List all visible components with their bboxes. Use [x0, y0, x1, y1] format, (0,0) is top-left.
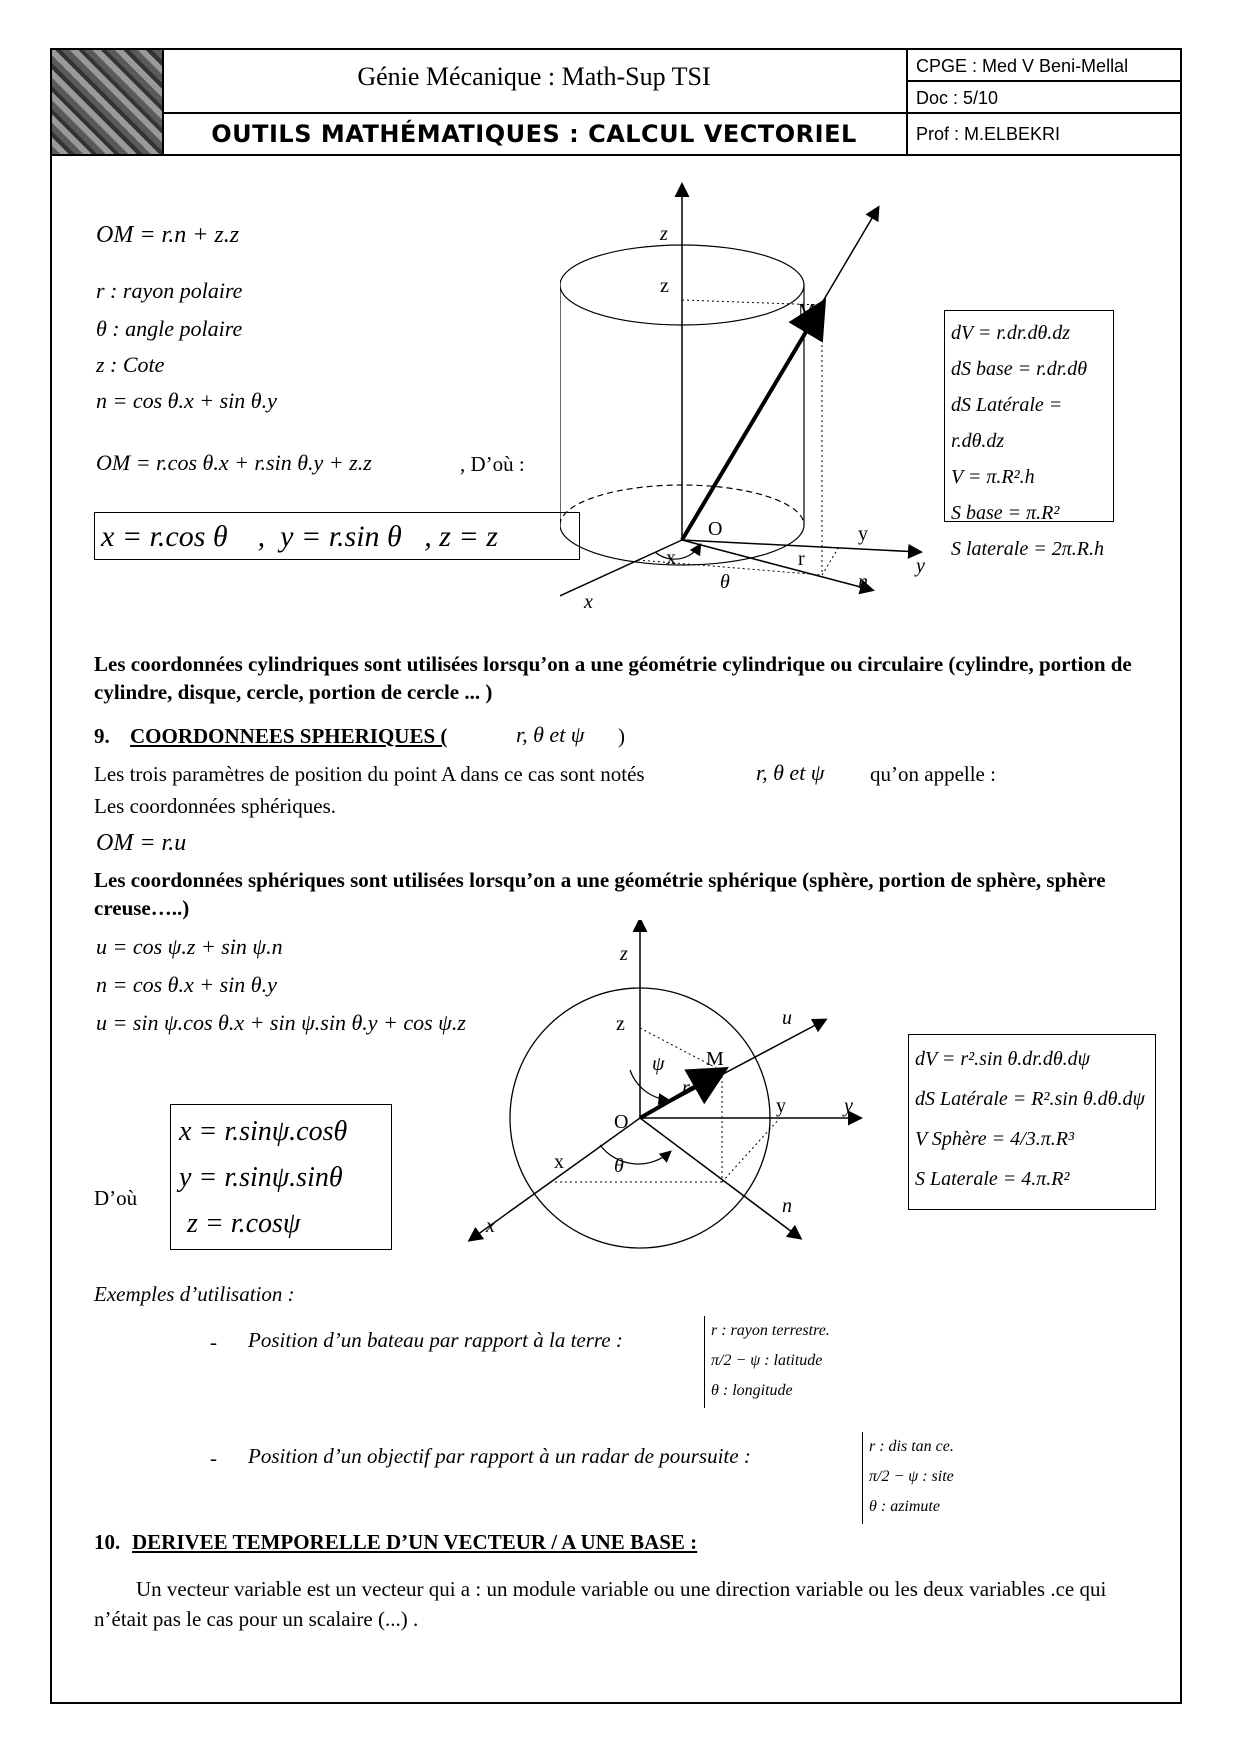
formula-line: dS Latérale = R².sin θ.dθ.dψ	[915, 1088, 1145, 1110]
m-point-label: M	[798, 300, 816, 322]
example2-item: θ : azimute	[869, 1498, 940, 1515]
z-axis-label: z	[660, 223, 668, 245]
examples-title: Exemples d’utilisation :	[94, 1282, 295, 1306]
r-def: r : rayon polaire	[96, 278, 243, 303]
r-label: r	[798, 548, 805, 570]
section10-paragraph: Un vecteur variable est un vecteur qui a : un module variable ou une direction variable ou les deux variables .ce qui n’était pas le cas pour un scalaire (...) .	[94, 1577, 1107, 1631]
dou-sph-label: D’où	[94, 1186, 138, 1210]
section9-params: r, θ et ψ	[516, 722, 585, 747]
z-mark-label: z	[616, 1013, 625, 1035]
example2-brace	[862, 1432, 954, 1524]
dash: -	[210, 1446, 217, 1470]
example1-brace	[704, 1316, 830, 1408]
section9-p2: Les coordonnées sphériques.	[94, 794, 337, 818]
om-vector	[682, 305, 822, 540]
om-sph-def: OM = r.u	[96, 830, 187, 856]
formula-line: V Sphère = 4/3.π.R³	[915, 1128, 1074, 1150]
example2-item: π/2 − ψ : site	[869, 1468, 954, 1485]
header-divider	[906, 80, 1180, 82]
x-axis	[470, 1118, 640, 1240]
m-point-label: M	[706, 1048, 724, 1070]
section10-heading: DERIVEE TEMPORELLE D’UN VECTEUR / A UNE BASE :	[132, 1530, 698, 1554]
z-mark-label: z	[660, 275, 669, 297]
theta-arc	[655, 545, 700, 559]
cyl-result-box: x = r.cos θ , y = r.sin θ , z = z	[94, 512, 580, 560]
u-full: u = sin ψ.cos θ.x + sin ψ.sin θ.y + cos ψ.z	[96, 1010, 466, 1035]
n-def: n = cos θ.x + sin θ.y	[96, 388, 277, 413]
y-mark-label: y	[776, 1095, 786, 1117]
om-cyl-def: OM = r.n + z.z	[96, 222, 240, 248]
formula-line: dS base = r.dr.dθ	[951, 358, 1088, 380]
formula-line: dV = r².sin θ.dr.dθ.dψ	[915, 1048, 1091, 1070]
header-divider	[162, 112, 906, 114]
x-axis-label: x	[584, 591, 593, 613]
sphere-figure	[460, 920, 880, 1260]
om-vector	[640, 1071, 722, 1118]
x-mark-label: x	[666, 547, 676, 569]
u-def: u = cos ψ.z + sin ψ.n	[96, 934, 283, 959]
x-axis	[560, 540, 682, 605]
sph-formula-box	[908, 1034, 1156, 1210]
section9-p1a: Les trois paramètres de position du point A dans ce cas sont notés	[94, 762, 645, 786]
dash: -	[210, 1330, 217, 1354]
o-origin-label: O	[614, 1111, 629, 1133]
y-axis-label: y	[916, 555, 925, 577]
y-axis-label: y	[844, 1095, 853, 1117]
header-divider	[52, 154, 1180, 156]
course-title: Génie Mécanique : Math-Sup TSI	[357, 62, 711, 91]
x-mark-label: x	[554, 1151, 564, 1173]
example2-text: Position d’un objectif par rapport à un radar de poursuite :	[248, 1444, 751, 1468]
example1-item: π/2 − ψ : latitude	[711, 1352, 823, 1369]
projection-line	[822, 545, 840, 575]
n-axis-label: n	[858, 571, 868, 593]
section9-heading: COORDONNEES SPHERIQUES (	[130, 724, 448, 748]
dou-label: , D’où :	[460, 452, 525, 476]
formula-line: dV = r.dr.dθ.dz	[951, 322, 1071, 344]
header-divider	[906, 112, 1180, 114]
doc-number: Doc : 5/10	[916, 88, 999, 108]
z-axis-label: z	[620, 943, 628, 965]
sph-result-line: z = r.cosψ	[187, 1208, 301, 1239]
formula-line: S laterale = 2π.R.h	[951, 538, 1104, 560]
sph-result-line: y = r.sinψ.sinθ	[179, 1162, 343, 1193]
n-axis-label: n	[782, 1195, 792, 1217]
header-divider	[906, 50, 908, 154]
cyl-formula-box	[944, 310, 1114, 560]
cyl-usage-text: Les coordonnées cylindriques sont utilisées lorsqu’on a une géométrie cylindrique ou circulaire (cylindre, portion de cylindre, disque, cercle, portion de cercle ... )	[94, 652, 1132, 704]
section10-number: 10.	[94, 1530, 121, 1554]
formula-line: S Laterale = 4.π.R²	[915, 1168, 1070, 1190]
sph-result-line: x = r.sinψ.cosθ	[179, 1116, 348, 1147]
section9-p1-params: r, θ et ψ	[756, 760, 825, 785]
theta-def: θ : angle polaire	[96, 316, 243, 341]
formula-line: S base = π.R²	[951, 502, 1060, 524]
psi-label: ψ	[652, 1053, 665, 1075]
gear-logo-image	[52, 50, 162, 154]
projection-line	[722, 1118, 780, 1182]
theta-label: θ	[614, 1155, 624, 1177]
z-def: z : Cote	[96, 352, 165, 377]
sph-usage-text: Les coordonnées sphériques sont utilisées lorsqu’on a une géométrie sphérique (sphère, portion de sphère, sphère creuse…..)	[94, 868, 1106, 920]
section9-p1b: qu’on appelle :	[870, 762, 996, 786]
section9-close: )	[618, 724, 625, 748]
prof-label: Prof : M.ELBEKRI	[916, 124, 1061, 144]
x-axis-label: x	[486, 1215, 495, 1237]
doc-title: OUTILS MATHÉMATIQUES : CALCUL VECTORIEL	[211, 120, 857, 148]
n-sph-def: n = cos θ.x + sin θ.y	[96, 972, 277, 997]
section9-number: 9.	[94, 724, 110, 748]
example2-item: r : dis tan ce.	[869, 1438, 954, 1455]
theta-arc	[600, 1145, 670, 1164]
example1-text: Position d’un bateau par rapport à la terre :	[248, 1328, 623, 1352]
sph-result-box	[170, 1104, 392, 1250]
u-axis-label: u	[782, 1007, 792, 1029]
om-cyl-full: OM = r.cos θ.x + r.sin θ.y + z.z	[96, 450, 372, 475]
formula-line: dS Latérale = r.dθ.dz	[951, 394, 1063, 452]
example1-item: θ : longitude	[711, 1382, 793, 1399]
theta-label: θ	[720, 571, 730, 593]
cylinder-figure	[560, 180, 940, 620]
school-label: CPGE : Med V Beni-Mellal	[916, 56, 1129, 76]
r-label: r	[682, 1077, 690, 1099]
formula-line: V = π.R².h	[951, 466, 1035, 488]
example1-item: r : rayon terrestre.	[711, 1322, 830, 1339]
o-origin-label: O	[708, 518, 723, 540]
y-mark-label: y	[858, 523, 868, 545]
